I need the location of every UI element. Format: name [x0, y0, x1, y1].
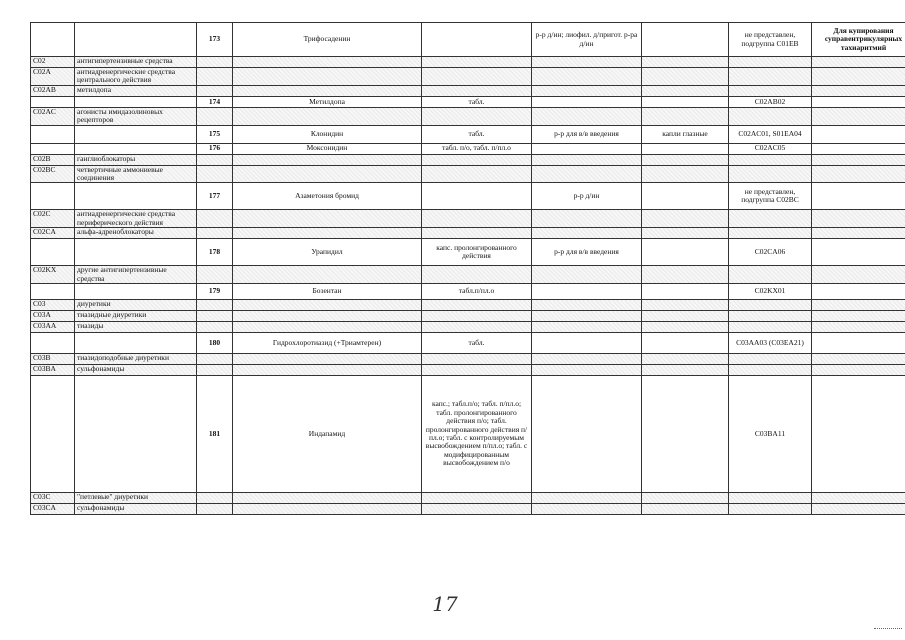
dosage-form-1: табл. [422, 125, 532, 143]
drug-row [31, 333, 905, 354]
empty-cell [642, 300, 729, 311]
drug-name: Метилдопа [233, 96, 422, 107]
empty-cell [75, 143, 197, 154]
dosage-form-3 [642, 376, 729, 493]
empty-cell [197, 493, 233, 504]
empty-cell [812, 210, 905, 228]
group-code: C02A [31, 68, 75, 86]
empty-cell [812, 504, 905, 515]
item-number: 174 [197, 96, 233, 107]
empty-cell [729, 154, 812, 165]
note-cell [812, 376, 905, 493]
atc-code: C02AC05 [729, 143, 812, 154]
group-name: "петлевые" диуретики [75, 493, 197, 504]
empty-cell [532, 504, 642, 515]
empty-cell [197, 210, 233, 228]
empty-cell [812, 85, 905, 96]
empty-cell [75, 333, 197, 354]
empty-cell [642, 493, 729, 504]
empty-cell [729, 107, 812, 125]
group-row [31, 68, 905, 86]
dosage-form-2: р-р для в/в введения [532, 239, 642, 266]
empty-cell [422, 57, 532, 68]
group-code: C02BC [31, 165, 75, 183]
empty-cell [532, 107, 642, 125]
empty-cell [532, 154, 642, 165]
empty-cell [729, 322, 812, 333]
group-row [31, 311, 905, 322]
empty-cell [422, 322, 532, 333]
group-name: другие антигипертензивные средства [75, 266, 197, 284]
group-row [31, 493, 905, 504]
empty-cell [729, 266, 812, 284]
dosage-form-3 [642, 23, 729, 57]
empty-cell [233, 210, 422, 228]
empty-cell [233, 57, 422, 68]
empty-cell [812, 354, 905, 365]
empty-cell [812, 493, 905, 504]
empty-cell [422, 300, 532, 311]
empty-cell [422, 210, 532, 228]
empty-cell [422, 365, 532, 376]
empty-cell [729, 85, 812, 96]
empty-cell [233, 154, 422, 165]
empty-cell [812, 266, 905, 284]
item-number: 179 [197, 284, 233, 300]
drug-row [31, 183, 905, 210]
dosage-form-2 [532, 376, 642, 493]
empty-cell [233, 300, 422, 311]
drug-name: Моксонидин [233, 143, 422, 154]
group-name: четвертичные аммониевые соединения [75, 165, 197, 183]
atc-code: C02AB02 [729, 96, 812, 107]
empty-cell [31, 143, 75, 154]
empty-cell [75, 239, 197, 266]
empty-cell [532, 165, 642, 183]
empty-cell [197, 322, 233, 333]
empty-cell [75, 23, 197, 57]
empty-cell [729, 365, 812, 376]
empty-cell [729, 311, 812, 322]
empty-cell [233, 165, 422, 183]
atc-code: C02CA06 [729, 239, 812, 266]
dosage-form-3 [642, 183, 729, 210]
group-code: C02AC [31, 107, 75, 125]
group-code: C03A [31, 311, 75, 322]
atc-code: C03BA11 [729, 376, 812, 493]
group-name: альфа-адреноблокаторы [75, 228, 197, 239]
drug-name: Азаметония бромид [233, 183, 422, 210]
dosage-form-1 [422, 183, 532, 210]
atc-code: не представлен, подгруппа C02BC [729, 183, 812, 210]
dosage-form-2 [532, 284, 642, 300]
dosage-form-1: табл. [422, 96, 532, 107]
empty-cell [642, 311, 729, 322]
empty-cell [422, 354, 532, 365]
group-name: метилдопа [75, 85, 197, 96]
atc-code: C02KX01 [729, 284, 812, 300]
group-row [31, 228, 905, 239]
dosage-form-1: капс. пролонгированного действия [422, 239, 532, 266]
drug-name: Бозентан [233, 284, 422, 300]
group-row [31, 365, 905, 376]
note-cell [812, 284, 905, 300]
page-number: 17 [432, 592, 458, 616]
note-cell [812, 96, 905, 107]
empty-cell [532, 300, 642, 311]
dosage-form-2 [532, 333, 642, 354]
dosage-form-3 [642, 239, 729, 266]
empty-cell [422, 504, 532, 515]
dosage-form-1 [422, 23, 532, 57]
note-cell [812, 333, 905, 354]
empty-cell [422, 154, 532, 165]
empty-cell [729, 57, 812, 68]
drug-name: Индапамид [233, 376, 422, 493]
empty-cell [729, 228, 812, 239]
drug-row [31, 23, 905, 57]
empty-cell [812, 322, 905, 333]
item-number: 177 [197, 183, 233, 210]
dosage-form-3: капли глазные [642, 125, 729, 143]
drug-name: Клонидин [233, 125, 422, 143]
empty-cell [532, 210, 642, 228]
note-cell [812, 183, 905, 210]
empty-cell [233, 68, 422, 86]
group-row [31, 107, 905, 125]
empty-cell [812, 300, 905, 311]
drug-row [31, 376, 905, 493]
empty-cell [197, 68, 233, 86]
empty-cell [31, 183, 75, 210]
dosage-form-3 [642, 143, 729, 154]
empty-cell [197, 57, 233, 68]
group-row [31, 57, 905, 68]
empty-cell [642, 266, 729, 284]
empty-cell [729, 493, 812, 504]
empty-cell [75, 284, 197, 300]
empty-cell [532, 354, 642, 365]
empty-cell [422, 68, 532, 86]
empty-cell [233, 365, 422, 376]
dosage-form-2: р-р для в/в введения [532, 125, 642, 143]
empty-cell [233, 322, 422, 333]
empty-cell [31, 23, 75, 57]
empty-cell [532, 493, 642, 504]
item-number: 173 [197, 23, 233, 57]
empty-cell [197, 300, 233, 311]
empty-cell [197, 85, 233, 96]
empty-cell [812, 154, 905, 165]
group-row [31, 165, 905, 183]
empty-cell [532, 322, 642, 333]
item-number: 176 [197, 143, 233, 154]
group-code: C02KX [31, 266, 75, 284]
drug-row [31, 284, 905, 300]
empty-cell [197, 266, 233, 284]
note-cell [812, 125, 905, 143]
group-code: C02 [31, 57, 75, 68]
group-code: C02B [31, 154, 75, 165]
empty-cell [812, 365, 905, 376]
empty-cell [642, 165, 729, 183]
empty-cell [642, 210, 729, 228]
group-name: ганглиоблокаторы [75, 154, 197, 165]
group-name: антиадренергические средства центрального действия [75, 68, 197, 86]
group-code: C03B [31, 354, 75, 365]
dosage-form-1: табл. п/о, табл. п/пл.о [422, 143, 532, 154]
empty-cell [197, 365, 233, 376]
item-number: 180 [197, 333, 233, 354]
group-name: сульфонамиды [75, 504, 197, 515]
empty-cell [31, 333, 75, 354]
empty-cell [642, 57, 729, 68]
atc-code: не представлен, подгруппа C01EB [729, 23, 812, 57]
dosage-form-2: р-р д/ин [532, 183, 642, 210]
group-row [31, 210, 905, 228]
empty-cell [729, 504, 812, 515]
group-name: тиазидные диуретики [75, 311, 197, 322]
group-name: тиазидоподобные диуретики [75, 354, 197, 365]
empty-cell [75, 125, 197, 143]
empty-cell [729, 210, 812, 228]
empty-cell [233, 493, 422, 504]
empty-cell [31, 239, 75, 266]
empty-cell [812, 228, 905, 239]
dosage-form-3 [642, 284, 729, 300]
empty-cell [422, 493, 532, 504]
dosage-form-2 [532, 96, 642, 107]
empty-cell [197, 154, 233, 165]
group-row [31, 300, 905, 311]
item-number: 178 [197, 239, 233, 266]
drug-row [31, 143, 905, 154]
group-name: агонисты имидазолиновых рецепторов [75, 107, 197, 125]
note-cell: Для купирования суправентрикулярных тахиаритмий [812, 23, 905, 57]
atc-code: C03AA03 (C03EA21) [729, 333, 812, 354]
group-row [31, 504, 905, 515]
empty-cell [233, 228, 422, 239]
empty-cell [31, 284, 75, 300]
atc-code: C02AC01, S01EA04 [729, 125, 812, 143]
empty-cell [75, 96, 197, 107]
empty-cell [642, 322, 729, 333]
dosage-form-1: табл. [422, 333, 532, 354]
empty-cell [642, 354, 729, 365]
empty-cell [233, 354, 422, 365]
group-row [31, 266, 905, 284]
empty-cell [729, 300, 812, 311]
empty-cell [31, 96, 75, 107]
empty-cell [197, 311, 233, 322]
empty-cell [422, 266, 532, 284]
dosage-form-3 [642, 333, 729, 354]
dosage-form-2: р-р д/ин; лиофил. д/пригот. р-ра д/ин [532, 23, 642, 57]
empty-cell [642, 228, 729, 239]
empty-cell [812, 165, 905, 183]
group-code: C03CA [31, 504, 75, 515]
dosage-form-1: табл.п/пл.о [422, 284, 532, 300]
empty-cell [422, 85, 532, 96]
empty-cell [642, 365, 729, 376]
drug-row [31, 96, 905, 107]
empty-cell [532, 311, 642, 322]
empty-cell [233, 107, 422, 125]
empty-cell [31, 376, 75, 493]
group-row [31, 85, 905, 96]
group-name: диуретики [75, 300, 197, 311]
empty-cell [197, 354, 233, 365]
drug-name: Урапидил [233, 239, 422, 266]
drug-name: Трифосаденин [233, 23, 422, 57]
empty-cell [233, 266, 422, 284]
group-name: сульфонамиды [75, 365, 197, 376]
empty-cell [729, 68, 812, 86]
empty-cell [812, 68, 905, 86]
dosage-form-3 [642, 96, 729, 107]
empty-cell [75, 183, 197, 210]
empty-cell [532, 266, 642, 284]
group-name: антигипертензивные средства [75, 57, 197, 68]
empty-cell [197, 504, 233, 515]
empty-cell [422, 165, 532, 183]
empty-cell [642, 68, 729, 86]
empty-cell [532, 68, 642, 86]
drug-row [31, 239, 905, 266]
empty-cell [642, 504, 729, 515]
group-code: C02CA [31, 228, 75, 239]
empty-cell [233, 504, 422, 515]
empty-cell [532, 85, 642, 96]
empty-cell [233, 311, 422, 322]
group-code: C02C [31, 210, 75, 228]
drug-name: Гидрохлоротиазид (+Триамтерен) [233, 333, 422, 354]
empty-cell [75, 376, 197, 493]
empty-cell [812, 107, 905, 125]
empty-cell [812, 311, 905, 322]
item-number: 181 [197, 376, 233, 493]
note-cell [812, 239, 905, 266]
empty-cell [532, 57, 642, 68]
group-code: C03C [31, 493, 75, 504]
empty-cell [812, 57, 905, 68]
empty-cell [197, 165, 233, 183]
group-code: C03AA [31, 322, 75, 333]
group-code: C03 [31, 300, 75, 311]
empty-cell [642, 107, 729, 125]
empty-cell [642, 85, 729, 96]
group-row [31, 322, 905, 333]
empty-cell [233, 85, 422, 96]
group-code: C03BA [31, 365, 75, 376]
group-name: антиадренергические средства периферического действия [75, 210, 197, 228]
empty-cell [642, 154, 729, 165]
empty-cell [197, 107, 233, 125]
item-number: 175 [197, 125, 233, 143]
empty-cell [197, 228, 233, 239]
empty-cell [729, 165, 812, 183]
empty-cell [422, 311, 532, 322]
empty-cell [729, 354, 812, 365]
drug-row [31, 125, 905, 143]
group-row [31, 354, 905, 365]
empty-cell [532, 365, 642, 376]
table-body [31, 23, 905, 515]
dosage-form-2 [532, 143, 642, 154]
corner-mark [874, 628, 902, 635]
empty-cell [31, 125, 75, 143]
empty-cell [532, 228, 642, 239]
group-name: тиазиды [75, 322, 197, 333]
dosage-form-1: капс.; табл.п/о; табл. п/пл.о; табл. пролонгированного действия п/о; табл. пролонгированного действия п/пл.о; табл. с контролируемым высвобождением п/пл.о; табл. с модифицированным высвобождением п/о [422, 376, 532, 493]
group-code: C02AB [31, 85, 75, 96]
group-row [31, 154, 905, 165]
drug-list-table [30, 22, 905, 515]
empty-cell [422, 228, 532, 239]
empty-cell [422, 107, 532, 125]
note-cell [812, 143, 905, 154]
